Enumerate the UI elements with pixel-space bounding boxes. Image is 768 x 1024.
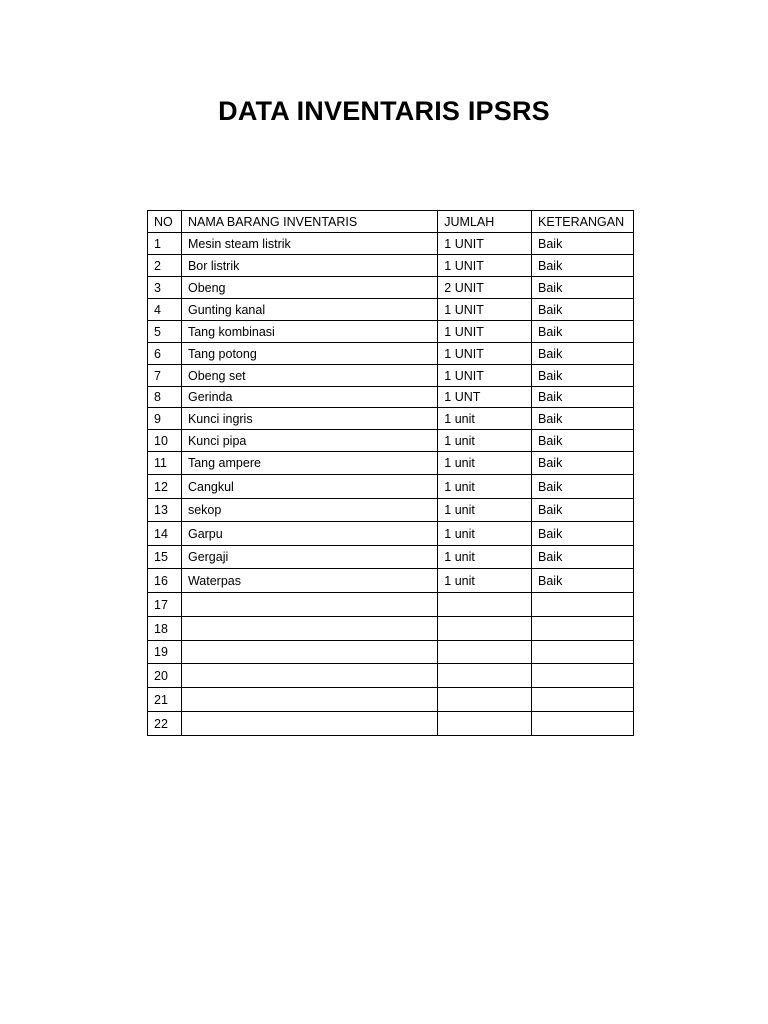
cell-item-name: Mesin steam listrik [181, 233, 437, 255]
cell-no: 6 [148, 343, 182, 365]
cell-item-name [181, 617, 437, 641]
table-row [148, 430, 634, 452]
cell-quantity: 1 UNIT [438, 321, 532, 343]
table-row [148, 499, 634, 522]
cell-item-name [181, 593, 437, 617]
cell-item-name [181, 664, 437, 688]
cell-no: 12 [148, 475, 182, 499]
cell-condition [532, 664, 634, 688]
cell-quantity: 1 unit [438, 430, 532, 452]
cell-condition: Baik [532, 522, 634, 546]
cell-item-name: Kunci ingris [181, 408, 437, 430]
table-row [148, 475, 634, 499]
cell-item-name: Gunting kanal [181, 299, 437, 321]
cell-no: 3 [148, 277, 182, 299]
table-row [148, 408, 634, 430]
cell-no: 17 [148, 593, 182, 617]
table-row [148, 321, 634, 343]
cell-quantity [438, 641, 532, 664]
table-row [148, 546, 634, 569]
cell-item-name: Garpu [181, 522, 437, 546]
cell-condition: Baik [532, 499, 634, 522]
header-no: NO [148, 211, 182, 233]
inventory-table [147, 210, 634, 736]
table-row [148, 343, 634, 365]
cell-condition: Baik [532, 408, 634, 430]
table-header-row [148, 211, 634, 233]
cell-condition: Baik [532, 387, 634, 408]
cell-condition [532, 617, 634, 641]
cell-quantity: 1 UNIT [438, 255, 532, 277]
cell-no: 4 [148, 299, 182, 321]
table-row [148, 569, 634, 593]
cell-no: 21 [148, 688, 182, 712]
cell-item-name: Waterpas [181, 569, 437, 593]
cell-no: 2 [148, 255, 182, 277]
cell-no: 10 [148, 430, 182, 452]
cell-quantity: 1 UNT [438, 387, 532, 408]
header-quantity: JUMLAH [438, 211, 532, 233]
cell-item-name: Obeng set [181, 365, 437, 387]
table-row [148, 233, 634, 255]
cell-condition: Baik [532, 546, 634, 569]
table-row [148, 688, 634, 712]
cell-no: 1 [148, 233, 182, 255]
cell-quantity: 1 unit [438, 499, 532, 522]
cell-quantity: 1 unit [438, 408, 532, 430]
cell-no: 16 [148, 569, 182, 593]
cell-no: 9 [148, 408, 182, 430]
cell-quantity: 1 unit [438, 475, 532, 499]
cell-quantity [438, 617, 532, 641]
cell-item-name: sekop [181, 499, 437, 522]
cell-item-name: Obeng [181, 277, 437, 299]
cell-item-name: Gergaji [181, 546, 437, 569]
table-row [148, 664, 634, 688]
cell-condition: Baik [532, 255, 634, 277]
cell-condition [532, 712, 634, 736]
cell-quantity [438, 664, 532, 688]
cell-item-name: Tang potong [181, 343, 437, 365]
page-title: DATA INVENTARIS IPSRS [218, 96, 550, 126]
table-row [148, 277, 634, 299]
cell-item-name: Tang kombinasi [181, 321, 437, 343]
cell-condition [532, 593, 634, 617]
cell-condition: Baik [532, 475, 634, 499]
cell-quantity: 1 unit [438, 569, 532, 593]
cell-item-name [181, 641, 437, 664]
cell-no: 15 [148, 546, 182, 569]
cell-item-name: Cangkul [181, 475, 437, 499]
cell-condition: Baik [532, 569, 634, 593]
cell-condition: Baik [532, 233, 634, 255]
cell-no: 20 [148, 664, 182, 688]
cell-quantity: 1 UNIT [438, 343, 532, 365]
cell-no: 22 [148, 712, 182, 736]
cell-no: 13 [148, 499, 182, 522]
cell-quantity: 1 unit [438, 522, 532, 546]
cell-condition [532, 688, 634, 712]
cell-no: 11 [148, 452, 182, 475]
cell-no: 18 [148, 617, 182, 641]
cell-condition: Baik [532, 277, 634, 299]
cell-quantity: 1 UNIT [438, 233, 532, 255]
cell-no: 8 [148, 387, 182, 408]
cell-quantity [438, 688, 532, 712]
cell-quantity: 1 UNIT [438, 299, 532, 321]
cell-item-name: Kunci pipa [181, 430, 437, 452]
cell-quantity [438, 593, 532, 617]
table-row [148, 641, 634, 664]
cell-quantity: 1 UNIT [438, 365, 532, 387]
cell-quantity: 1 unit [438, 546, 532, 569]
table-row [148, 255, 634, 277]
cell-quantity: 1 unit [438, 452, 532, 475]
cell-no: 14 [148, 522, 182, 546]
cell-no: 7 [148, 365, 182, 387]
cell-condition: Baik [532, 343, 634, 365]
cell-condition: Baik [532, 321, 634, 343]
cell-item-name [181, 688, 437, 712]
cell-condition: Baik [532, 452, 634, 475]
cell-quantity [438, 712, 532, 736]
cell-condition: Baik [532, 365, 634, 387]
header-item-name: NAMA BARANG INVENTARIS [181, 211, 437, 233]
table-row [148, 617, 634, 641]
cell-no: 5 [148, 321, 182, 343]
cell-condition: Baik [532, 430, 634, 452]
table-row [148, 712, 634, 736]
table-row [148, 593, 634, 617]
table-row [148, 299, 634, 321]
table-row [148, 452, 634, 475]
table-body [148, 233, 634, 736]
table-row [148, 365, 634, 387]
cell-item-name: Bor listrik [181, 255, 437, 277]
header-condition: KETERANGAN [532, 211, 634, 233]
cell-item-name: Gerinda [181, 387, 437, 408]
table-row [148, 522, 634, 546]
table-row [148, 387, 634, 408]
cell-item-name: Tang ampere [181, 452, 437, 475]
cell-no: 19 [148, 641, 182, 664]
cell-condition [532, 641, 634, 664]
cell-condition: Baik [532, 299, 634, 321]
cell-quantity: 2 UNIT [438, 277, 532, 299]
cell-item-name [181, 712, 437, 736]
